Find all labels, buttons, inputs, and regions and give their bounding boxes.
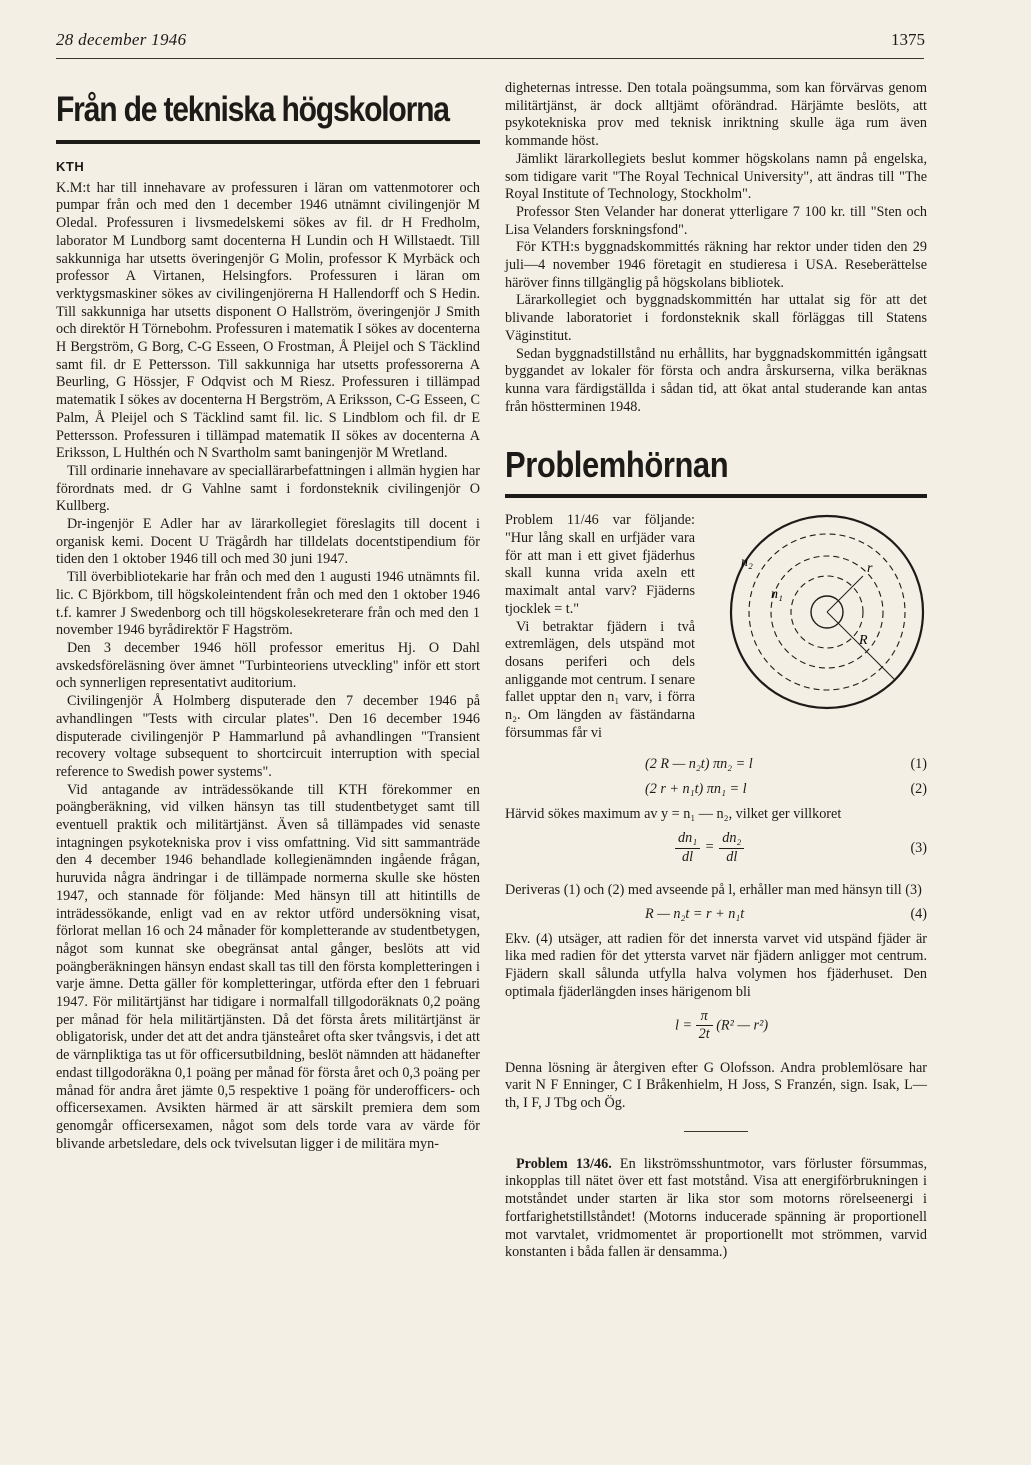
paragraph: Denna lösning är återgiven efter G Olofsson. Andra problemlösare har varit N F Enninger, C I Bråkenhielm, H Joss, S Franzén, sign. Isak, L—th, I F, J Tbg och Ög. bbox=[505, 1059, 927, 1111]
fraction-numerator: dn₁ bbox=[675, 830, 700, 849]
equation-4 bbox=[505, 906, 927, 925]
paragraph: Den 3 december 1946 höll professor emeritus Hj. O Dahl avskedsföreläsning över ämnet "Turbinteoriens utveckling" inför ett stort och synnerligen representativt auditorium. bbox=[56, 639, 480, 692]
right-column bbox=[505, 80, 927, 1262]
paragraph: Ekv. (4) utsäger, att radien för det innersta varvet vid utspänd fjäder är lika med radien för det yttersta varvet när fjädern anligger mot centrum. Fjädern skall sålunda utfylla halva volymen hos fjäderhuset. Den optimala fjäderlängden inses härigenom bli bbox=[505, 930, 927, 1000]
equation-5 bbox=[505, 1008, 927, 1050]
fraction-rhs bbox=[719, 830, 744, 866]
title-rule bbox=[56, 140, 480, 144]
paragraph: För KTH:s byggnadskommittés räkning har rektor under tiden den 29 juli—4 november 1946 företagit en studieresa i USA. Reseberättelse häröver finns tillgänglig på högskolans bibliotek. bbox=[505, 239, 927, 291]
fraction-denominator: dl bbox=[726, 848, 738, 865]
paragraph: K.M:t har till innehavare av professuren i läran om vattenmotorer och pumpar från och med den 1 december 1946 utnämnt civilingenjör M Oledal. Professuren i livsmedelskemi sökes av fil. dr H Fredholm, laborator M Lundborg samt docenterna H Lundin och H Willstaedt. Till sakkunniga har utsetts överingenjör G Molin, professor K Myrbäck och professor A Virtanen, Helsingfors. Professuren i läran om verktygsmaskiner sökes av civilingenjörerna H Hallendorff och S Hedin. Till sakkunniga har utsetts disponent O Hallström, överingenjör J Smith och direktör H Törnebohm. Professuren i matematik I sökes av docenterna H Bergström, G Borg, C-G Esseen, O Frostman, Å Pleijel och S Täcklind samt fil. dr E Pettersson. Till sakkunniga har utsetts professorerna A Beurling, G Hössjer, F Odqvist och M Riesz. Professuren i tillämpad matematik I sökes av docenterna H Bergström, A Eriksson, C-G Esseen, C Palm, Å Pleijel och S Täcklind samt fil. lic. S Lindblom och fil. dr E Pettersson. Professuren i tillämpad matematik II sökes av docenterna A Eriksson, L Hulthén och N Svartholm samt baningenjör M Wretland. bbox=[56, 179, 480, 462]
fraction-denominator: dl bbox=[682, 848, 694, 865]
equation-body: (2 r + n₁t) πn₁ = l bbox=[645, 781, 747, 798]
left-column bbox=[56, 90, 480, 1153]
paragraph: Till överbibliotekarie har från och med den 1 augusti 1946 utnämnts fil. lic. C Björkbom, till högskoleintendent från och med den 1 oktober 1946 t.f. kamrer J Swedenborg och till högskolesekreterare från och med den 1 november 1946 byrådirektör F Hagström. bbox=[56, 569, 480, 639]
equation-body: (2 R — n₂t) πn₂ = l bbox=[645, 756, 753, 773]
article-title: Från de tekniska högskolorna bbox=[56, 90, 449, 129]
problem-13-text: En likströmsshuntmotor, vars förluster försummas, inkopplas till nätet över ett fast motstånd. Visa att energiförbrukningen i motståndet under starten är lika stor som motorns rörelseenergi i fortfarighetstillståndet! (Motorns inducerade spänning är proportionell mot varvtalet, vridmomentet är proportionellt mot strömmen, varvid konstanten i båda fallen är densamma.) bbox=[505, 1155, 927, 1261]
problem-text bbox=[505, 512, 695, 742]
paragraph: Lärarkollegiet och byggnadskommittén har uttalat sig för att det blivande laboratoriet i fordonsteknik skall förläggas till Statens Väginstitut. bbox=[505, 292, 927, 344]
paragraph: Sedan byggnadstillstånd nu erhållits, har byggnadskommittén igångsatt byggandet av lokaler för första och andra årskurserna, vilka beräknas kunna vara färdigställda i sådan tid, att ökat antal studerande kan antas från höstterminen 1948. bbox=[505, 345, 927, 415]
radius-r-line bbox=[827, 576, 863, 612]
solution-intro: Vi betraktar fjädern i två extremlägen, dels utspänd mot dosans periferi och dels anliggande mot centrum. I senare fallet upptar den n₁ varv, i förra n₂. Om längden av fäständarna försummas får vi bbox=[505, 618, 695, 741]
equation-2 bbox=[505, 781, 927, 800]
equation-1 bbox=[505, 756, 927, 775]
equation-number: (2) bbox=[910, 781, 927, 798]
equation-number: (3) bbox=[910, 840, 927, 857]
problem-statement: Problem 11/46 var följande: "Hur lång skall en urfjäder vara för att man i ett givet fjäderhus skall kunna vrida axeln ett maximalt antal varv? Fjäderns tjocklek = t." bbox=[505, 512, 695, 617]
paragraph: Härvid sökes maximum av y = n₁ — n₂, vilket ger villkoret bbox=[505, 806, 842, 823]
problem-block bbox=[505, 512, 927, 750]
label-n1: n₁ bbox=[771, 587, 783, 603]
fraction-numerator: dn₂ bbox=[719, 830, 744, 849]
label-n2: n₂ bbox=[741, 555, 753, 571]
problem-13 bbox=[505, 1156, 927, 1262]
fraction-numerator: π bbox=[696, 1008, 713, 1027]
paragraph: digheternas intresse. Den totala poängsumma, som kan förvärvas genom militärtjänst, är dock alltjämt oförändrad. Härjämte beslöts, att psykotekniska prov med teknisk inriktning skulle äga rum även kommande höst. bbox=[505, 80, 927, 150]
paragraph: Till ordinarie innehavare av speciallärarbefattningen i allmän hygien har förordnats med. dr G Vahlne samt i fordonsteknik civilingenjör O Kullberg. bbox=[56, 462, 480, 515]
paragraph: Professor Sten Velander har donerat ytterligare 7 100 kr. till "Sten och Lisa Velanders forskningsfond". bbox=[505, 203, 927, 238]
problem-13-label: Problem 13/46. bbox=[516, 1155, 612, 1172]
spring-housing-figure bbox=[727, 512, 927, 712]
fraction bbox=[696, 1008, 713, 1044]
fraction-lhs bbox=[675, 830, 700, 866]
paragraph: Vid antagande av inträdessökande till KTH förekommer en poängberäkning, vid vilken hänsyn tas till studentbetyget samt till eventuell praktik och militärtjänst. Även så tillämpades vid senaste intagningen psykotekniska prov i viss omfattning. Vid sitt sammanträde den 4 december 1946 behandlade kollegienämnden ingående frågan, huruvida några ändringar i de tillämpade normerna skulle ske hösten 1947, och stannade för följande: Med hänsyn till att hitintills de inträdessökande, enligt vad en av rektor utförd undersökning visat, förlorat mellan 16 och 24 månader för kompletterande av studentbetygen, något som kunnat ske obegränsat antal gånger, beslöts att vid poängberäkningen hänsyn endast skall tas till den första kompletteringen i varje ämne. Detta gäller för kompletteringar, utförda efter den 1 februari 1947. För militärtjänst har tidigare i normalfall tillgodoräknats 0,2 poäng per månad för hela militärtjänsten. Då det första årets militärtjänst är obligatorisk, under det att det andra tjänsteåret ofta sker tvångsvis, i det att de värnpliktiga tas ut för officersutbildning, beslöt nämnden att hädanefter endast tillgodoräkna 0,1 poäng per månad för första året och 0,3 poäng per månad för andra året jämte 0,5 respektive 1 poäng för underofficers- och officersexamen. Avsikten härmed är att särskilt premiera dem som genomgår officersexamen, något som dels torde vara av värde för blivande arbetsledare, dels ock tvivelsutan ligger i de militära myn- bbox=[56, 781, 480, 1152]
page-date: 28 december 1946 bbox=[56, 30, 187, 49]
fraction-denominator: 2t bbox=[698, 1026, 710, 1043]
problem-corner-title: Problemhörnan bbox=[505, 444, 729, 486]
equation-number: (1) bbox=[910, 756, 927, 773]
header-rule bbox=[56, 58, 924, 59]
title-rule bbox=[505, 494, 927, 498]
label-R: R bbox=[859, 633, 868, 649]
equation-number: (4) bbox=[910, 905, 927, 922]
paragraph: Deriveras (1) och (2) med avseende på l, erhåller man med hänsyn till (3) bbox=[505, 882, 922, 899]
equation-rest: (R² — r²) bbox=[716, 1016, 769, 1033]
separator-rule bbox=[684, 1131, 748, 1132]
section-heading: KTH bbox=[56, 159, 85, 174]
paragraph: Dr-ingenjör E Adler har av lärarkollegiet föreslagits till docent i organisk kemi. Docent U Trägårdh har tilldelats docentstipendium för tiden den 1 oktober 1946 till och med 30 juni 1947. bbox=[56, 516, 480, 568]
paragraph: Jämlikt lärarkollegiets beslut kommer högskolans namn på engelska, som tidigare varit "The Royal Technical University", att ändras till "The Royal Institute of Technology, Stockholm". bbox=[505, 150, 927, 203]
equation-body: R — n₂t = r + n₁t bbox=[645, 905, 745, 922]
equation-3: $\frac{\text{dn₁}}{dl}$ = $\frac{\text{dn₂}}{dl}$ (3) bbox=[505, 830, 927, 872]
paragraph: Civilingenjör Å Holmberg disputerade den 7 december 1946 på avhandlingen "Tests with circular plates". Den 16 december 1946 disputerade civilingenjör P Hammarlund på avhandlingen "Transient recovery voltage subsequent to shortcircuit interruption with special reference to Swedish power systems". bbox=[56, 693, 480, 780]
page-number: 1375 bbox=[891, 30, 925, 49]
label-r: r bbox=[867, 561, 873, 577]
equation-lhs: l = bbox=[675, 1016, 693, 1033]
